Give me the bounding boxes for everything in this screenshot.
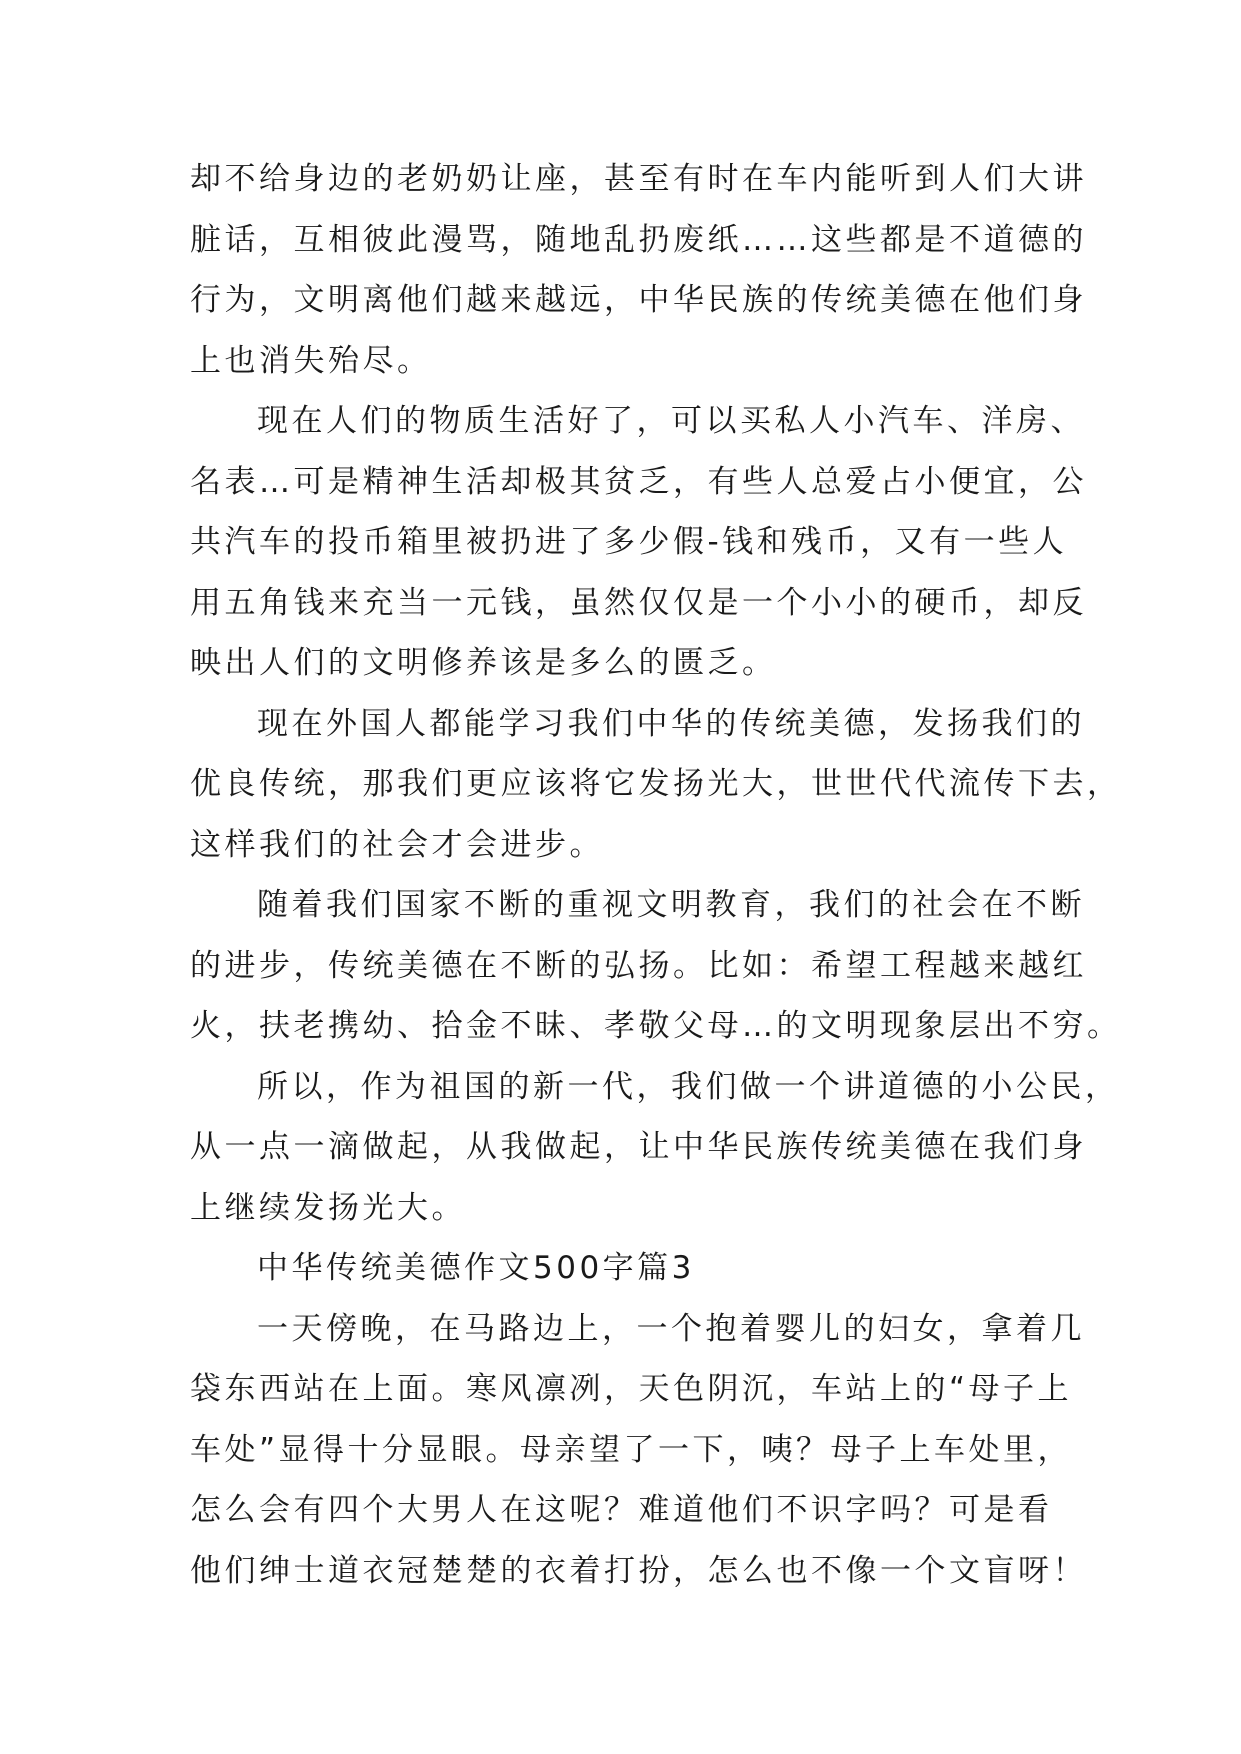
section-heading: 中华传统美德作文500字篇3 [257, 1250, 695, 1286]
text-line-14: 的进步，传统美德在不断的弘扬。比如：希望工程越来越红 [190, 947, 1087, 984]
text-line-18: 上继续发扬光大。 [190, 1189, 466, 1226]
document-body [190, 149, 1122, 1601]
text-line-2: 脏话，互相彼此漫骂，随地乱扔废纸……这些都是不道德的 [190, 221, 1087, 258]
text-line-3: 行为，文明离他们越来越远，中华民族的传统美德在他们身 [190, 282, 1087, 318]
text-line-21: 袋东西站在上面。寒风凛冽，天色阴沉，车站上的“母子上 [190, 1371, 1073, 1407]
text-line-24: 他们绅士道衣冠楚楚的衣着打扮，怎么也不像一个文盲呀！ [190, 1552, 1087, 1589]
paragraph-start-line-16: 所以，作为祖国的新一代，我们做一个讲道德的小公民， [257, 1068, 1120, 1105]
paragraph-start-line-10: 现在外国人都能学习我们中华的传统美德，发扬我们的 [257, 705, 1085, 742]
text-line-4: 上也消失殆尽。 [190, 342, 432, 379]
paragraph-start-line-5: 现在人们的物质生活好了，可以买私人小汽车、洋房、 [257, 403, 1085, 439]
paragraph-start-line-13: 随着我们国家不断的重视文明教育，我们的社会在不断 [257, 887, 1085, 923]
text-line-9: 映出人们的文明修养该是多么的匮乏。 [190, 645, 777, 681]
text-line-22: 车处”显得十分显眼。母亲望了一下，咦？母子上车处里， [190, 1431, 1073, 1468]
text-line-11: 优良传统，那我们更应该将它发扬光大，世世代代流传下去， [190, 766, 1122, 802]
text-line-23: 怎么会有四个大男人在这呢？难道他们不识字吗？可是看 [190, 1492, 1053, 1528]
text-line-8: 用五角钱来充当一元钱，虽然仅仅是一个小小的硬币，却反 [190, 584, 1087, 621]
text-line-1: 却不给身边的老奶奶让座，甚至有时在车内能听到人们大讲 [190, 161, 1087, 197]
text-line-15: 火，扶老携幼、拾金不昧、孝敬父母…的文明现象层出不穷。 [190, 1008, 1122, 1044]
text-line-12: 这样我们的社会才会进步。 [190, 826, 604, 863]
text-line-6: 名表…可是精神生活却极其贫乏，有些人总爱占小便宜，公 [190, 463, 1087, 500]
text-line-7: 共汽车的投币箱里被扔进了多少假-钱和残币，又有一些人 [190, 524, 1068, 560]
text-line-17: 从一点一滴做起，从我做起，让中华民族传统美德在我们身 [190, 1129, 1087, 1165]
paragraph-start-line-20: 一天傍晚，在马路边上，一个抱着婴儿的妇女，拿着几 [257, 1310, 1085, 1347]
